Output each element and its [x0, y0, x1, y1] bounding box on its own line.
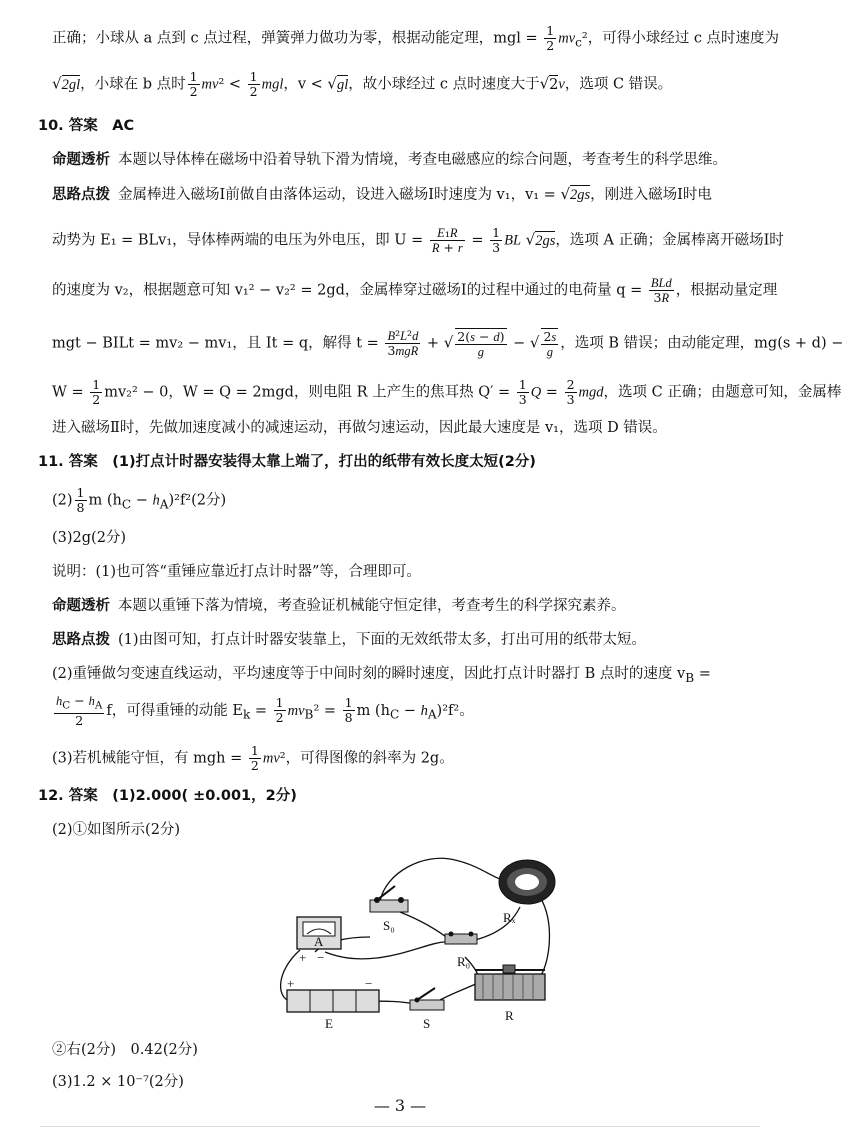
- q12-answer: 12. 答案 (1)2.000( ±0.001，2分): [38, 788, 297, 804]
- text-line: 正确；小球从 a 点到 c 点过程，弹簧弹力做功为零，根据动能定理，mgl = $\frac{1}{2}$ $mv_c^2$，可得小球经过 c 点时速度为: [52, 23, 780, 53]
- svg-text:+: +: [299, 950, 307, 965]
- q10-hint: 思路点拨 金属棒进入磁场Ⅰ前做自由落体运动，设进入磁场Ⅰ时速度为 v₁，v₁ = √2gs，刚进入磁场Ⅰ时电: [52, 185, 712, 203]
- resistor-r0: [445, 932, 477, 970]
- svg-text:R₀: R₀: [457, 954, 471, 969]
- q10-purpose: 命题透析 本题以导体棒在磁场中沿着导轨下滑为情境，考查电磁感应的综合问题，考查考生的科学思维。: [52, 152, 727, 168]
- svg-text:+: +: [287, 976, 295, 991]
- svg-text:Rₓ: Rₓ: [503, 910, 516, 925]
- rheostat-r: [475, 965, 545, 1023]
- svg-text:S: S: [423, 1016, 431, 1031]
- svg-text:−: −: [365, 976, 373, 991]
- switch-s0: [370, 886, 408, 933]
- page-number: — 3 —: [373, 1096, 427, 1115]
- text-line: √2gl，小球在 b 点时 $\frac{1}{2}$ mv² < $\frac{1}{2}$ mgl，v < √gl，故小球经过 c 点时速度大于√2v，选项 C 错误。: [52, 69, 673, 99]
- svg-text:R: R: [505, 1008, 514, 1023]
- svg-text:E: E: [325, 1016, 333, 1031]
- q12-answer-2: (2)①如图所示(2分): [52, 822, 181, 838]
- text-line: mgt − BILt = mv₂ − mv₁，且 It = q，解得 t = $\frac{\text{B²L²d}}{\text{3mgR}}$ + √ $\frac{2(s - d)}{g}$ − √ $\frac{2s}{g}$ ，选项 B 错误；由动能定理，mg(s + d) −: [52, 328, 843, 359]
- circuit-diagram: [265, 842, 565, 1032]
- svg-text:−: −: [317, 950, 325, 965]
- svg-text:A: A: [314, 934, 324, 949]
- text-line: (3)若机械能守恒，有 mgh = $\frac{1}{2}$ mv²，可得图像的斜率为 2g。: [52, 743, 454, 773]
- text-line: (2)重锤做匀变速直线运动，平均速度等于中间时刻的瞬时速度，因此打点计时器打 B 点时的速度 $v_B$ =: [52, 666, 711, 685]
- q11-answer: 11. 答案 (1)打点计时器安装得太靠上端了，打出的纸带有效长度太短(2分): [38, 454, 536, 470]
- q12-answer-4: (3)1.2 × 10⁻⁷(2分): [52, 1074, 184, 1090]
- bottom-rule: [40, 1126, 760, 1127]
- q10-answer: 10. 答案 AC: [38, 118, 135, 134]
- battery-e: [287, 976, 379, 1031]
- q11-purpose: 命题透析 本题以重锤下落为情境，考查验证机械能守恒定律，考查考生的科学探究素养。: [52, 598, 626, 614]
- text-line: 的速度为 v₂，根据题意可知 v₁² − v₂² = 2gd，金属棒穿过磁场Ⅰ的过程中通过的电荷量 q = $\frac{\text{BLd}}{3R}$ ，根据动量定理: [52, 276, 778, 305]
- q11-hint: 思路点拨 (1)由图可知，打点计时器安装靠上，下面的无效纸带太多，打出可用的纸带太短。: [52, 632, 647, 648]
- text-line: 进入磁场Ⅱ时，先做加速度减小的减速运动，再做匀速运动，因此最大速度是 v₁，选项 D 错误。: [52, 420, 667, 436]
- svg-text:S₀: S₀: [383, 918, 395, 933]
- switch-s: [410, 988, 444, 1031]
- ammeter: [297, 917, 341, 965]
- q11-note: 说明：(1)也可答“重锤应靠近打点计时器”等，合理即可。: [52, 564, 421, 580]
- text-line: $\frac{h_C - h_A}{2}$ f，可得重锤的动能 $E_k$ = $\frac{1}{2}$ $mv_B^2$ = $\frac{1}{8}$ m $(h_C - h_A)^2f^2$。: [56, 693, 474, 728]
- q11-answer-3: (3)2g(2分): [52, 530, 127, 546]
- q12-answer-3: ②右(2分) 0.42(2分): [52, 1042, 198, 1058]
- q11-answer-2: (2) $\frac{1}{8}$ m $(h_C - h_A)^2f^2(2$分): [52, 485, 227, 515]
- text-line: W = $\frac{1}{2}$ mv₂² − 0，W = Q = 2mgd，则电阻 R 上产生的焦耳热 Q′ = $\frac{1}{3}$ Q = $\frac{2}{3}$ mgd，选项 C 正确；由题意可知，金属棒: [52, 377, 842, 407]
- text-line: 动势为 E₁ = BLv₁，导体棒两端的电压为外电压，即 U = $\frac{\text{E₁R}}{R + r}$ = $\frac{1}{3}$ BL √2gs，选项 A 正确；金属棒离开磁场Ⅰ时: [52, 225, 784, 255]
